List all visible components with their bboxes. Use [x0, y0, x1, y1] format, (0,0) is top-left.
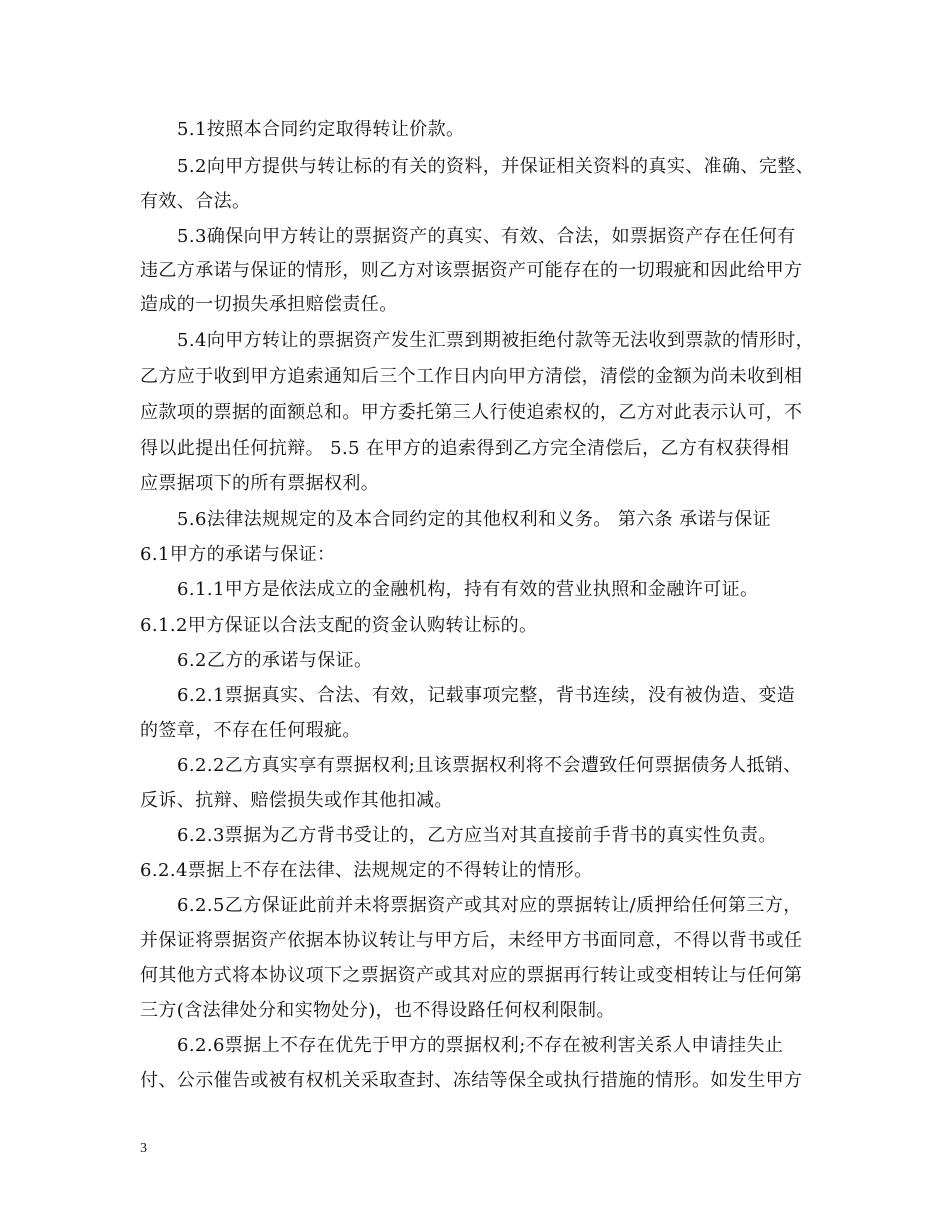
text-line: 何其他方式将本协议项下之票据资产或其对应的票据再行转让或变相转让与任何第	[140, 965, 803, 986]
page-number: 3	[140, 1141, 147, 1156]
text-line: 得以此提出任何抗辩。 5.5 在甲方的追索得到乙方完全清偿后，乙方有权获得相	[140, 438, 790, 459]
text-line: 付、公示催告或被有权机关采取查封、冻结等保全或执行措施的情形。如发生甲方	[140, 1070, 803, 1091]
text-line: 反诉、抗辩、赔偿损失或作其他扣减。	[140, 790, 453, 811]
text-line: 并保证将票据资产依据本协议转让与甲方后，未经甲方书面同意，不得以背书或任	[140, 930, 803, 951]
text-line: 三方(含法律处分和实物处分)，也不得设路任何权利限制。	[140, 1000, 615, 1021]
text-line: 造成的一切损失承担赔偿责任。	[140, 294, 398, 315]
text-line: 6.2.4票据上不存在法律、法规规定的不得转让的情形。	[140, 860, 593, 881]
text-line: 5.1按照本合同约定取得转让价款。	[177, 119, 465, 140]
text-line: 的签章，不存在任何瑕疵。	[140, 720, 361, 741]
text-line: 有效、合法。	[140, 191, 251, 212]
text-line: 6.1.2甲方保证以合法支配的资金认购转让标的。	[140, 615, 538, 636]
text-line: 5.6法律法规规定的及本合同约定的其他权利和义务。 第六条 承诺与保证	[177, 509, 772, 530]
text-line: 5.2向甲方提供与转让标的有关的资料，并保证相关资料的真实、准确、完整、	[177, 156, 815, 177]
text-line: 应票据项下的所有票据权利。	[140, 473, 380, 494]
text-line: 违乙方承诺与保证的情形，则乙方对该票据资产可能存在的一切瑕疵和因此给甲方	[140, 260, 803, 281]
text-line: 5.3确保向甲方转让的票据资产的真实、有效、合法，如票据资产存在任何有	[177, 226, 796, 247]
text-line: 乙方应于收到甲方追索通知后三个工作日内向甲方清偿，清偿的金额为尚未收到相	[140, 366, 803, 387]
text-line: 6.2.3票据为乙方背书受让的，乙方应当对其直接前手背书的真实性负责。	[177, 825, 777, 846]
text-line: 6.1.1甲方是依法成立的金融机构，持有有效的营业执照和金融许可证。	[177, 579, 759, 600]
text-line: 6.2.2乙方真实享有票据权利;且该票据权利将不会遭致任何票据债务人抵销、	[177, 755, 802, 776]
text-line: 6.2乙方的承诺与保证。	[177, 650, 373, 671]
text-line: 6.2.6票据上不存在优先于甲方的票据权利;不存在被利害关系人申请挂失止	[177, 1035, 784, 1056]
text-line: 应款项的票据的面额总和。甲方委托第三人行使追索权的，乙方对此表示认可，不	[140, 402, 803, 423]
text-line: 5.4向甲方转让的票据资产发生汇票到期被拒绝付款等无法收到票款的情形时，	[177, 330, 815, 351]
text-line: 6.1甲方的承诺与保证：	[140, 544, 336, 565]
text-line: 6.2.5乙方保证此前并未将票据资产或其对应的票据转让/质押给任何第三方，	[177, 895, 802, 916]
text-line: 6.2.1票据真实、合法、有效，记载事项完整，背书连续，没有被伪造、变造	[177, 685, 796, 706]
